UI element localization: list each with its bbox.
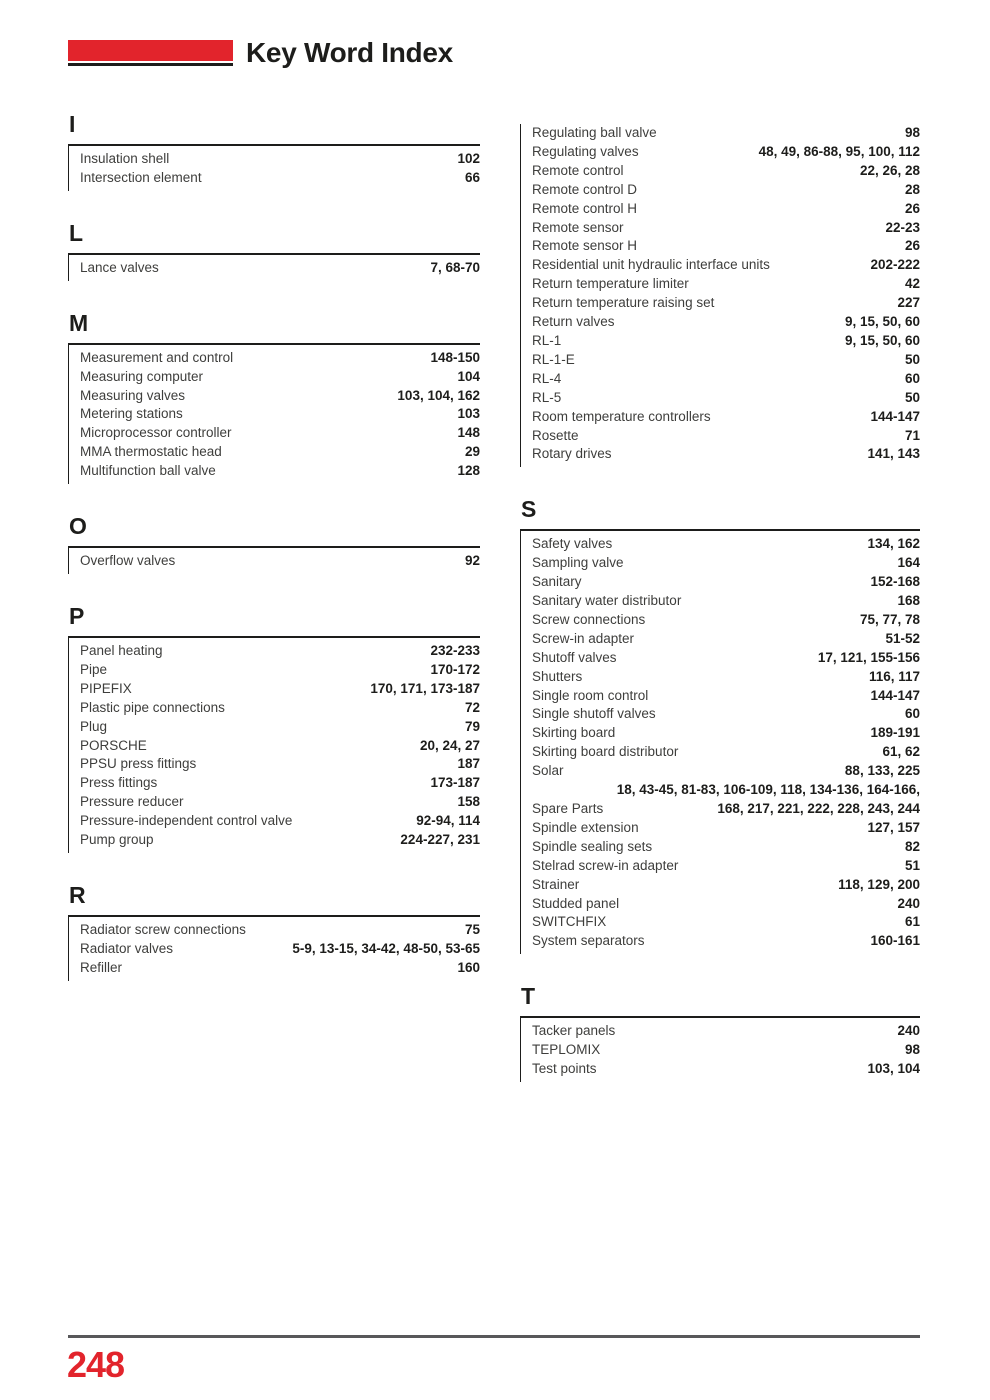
entry-pages: 61, 62 — [882, 744, 920, 760]
index-entry — [532, 219, 920, 238]
index-column-right — [520, 112, 920, 1112]
entry-label: TEPLOMIX — [532, 1042, 601, 1058]
entry-label: Press fittings — [80, 775, 158, 791]
index-entry — [532, 838, 920, 857]
index-columns — [68, 112, 920, 1112]
index-entry — [532, 535, 920, 554]
section-entries — [520, 124, 920, 467]
section-letter: I — [69, 111, 76, 137]
index-section-T — [520, 984, 920, 1082]
index-entry — [532, 313, 920, 332]
index-entry — [532, 743, 920, 762]
entry-pages: 144-147 — [870, 687, 920, 703]
section-entries — [68, 636, 480, 853]
entry-pages: 148 — [457, 425, 480, 441]
entry-pages: 92 — [464, 553, 480, 569]
entry-pages: 104 — [457, 368, 480, 384]
entry-label: Lance valves — [80, 259, 159, 275]
entry-pages: 160-161 — [870, 933, 920, 949]
entry-label: Intersection element — [80, 169, 202, 185]
section-entries — [68, 915, 480, 981]
index-entry — [532, 143, 920, 162]
index-entry — [532, 256, 920, 275]
entry-pages: 72 — [464, 699, 480, 715]
entry-pages: 144-147 — [870, 408, 920, 424]
entry-label: Microprocessor controller — [80, 425, 232, 441]
entry-label: RL-1-E — [532, 351, 575, 367]
entry-label: Plug — [80, 718, 108, 734]
index-entry — [532, 181, 920, 200]
entry-pages: 51 — [904, 857, 920, 873]
entry-label: PIPEFIX — [80, 680, 132, 696]
entry-label: Sanitary water distributor — [532, 593, 682, 609]
brand-underline — [68, 63, 233, 66]
entry-label: Remote control — [532, 162, 624, 178]
index-section-R — [68, 883, 480, 981]
entry-label: Spindle extension — [532, 819, 639, 835]
entry-pages: 26 — [904, 238, 920, 254]
entry-label: Sanitary — [532, 574, 582, 590]
entry-pages: 88, 133, 225 — [844, 763, 920, 779]
entry-pages: 60 — [904, 370, 920, 386]
entry-label: Strainer — [532, 876, 580, 892]
entry-label: Radiator screw connections — [80, 921, 246, 937]
index-entry — [80, 793, 480, 812]
entry-label: Pipe — [80, 661, 108, 677]
entry-label: Plastic pipe connections — [80, 699, 225, 715]
index-entry — [532, 895, 920, 914]
entry-pages: 148-150 — [430, 349, 480, 365]
index-entry — [532, 781, 920, 819]
entry-pages: 98 — [904, 1042, 920, 1058]
index-entry — [532, 705, 920, 724]
entry-pages: 48, 49, 86-88, 95, 100, 112 — [758, 143, 920, 159]
entry-label: Return valves — [532, 314, 615, 330]
index-entry — [532, 762, 920, 781]
index-entry — [80, 755, 480, 774]
entry-pages: 22-23 — [885, 219, 920, 235]
entry-pages: 224-227, 231 — [400, 832, 480, 848]
brand-mark — [68, 40, 233, 66]
section-entries — [68, 253, 480, 281]
entry-pages: 75 — [464, 921, 480, 937]
index-entry — [80, 737, 480, 756]
index-entry — [80, 462, 480, 481]
index-entry — [532, 611, 920, 630]
entry-label: Solar — [532, 763, 564, 779]
entry-pages: 168, 217, 221, 222, 228, 243, 244 — [717, 801, 920, 816]
section-entries — [520, 529, 920, 954]
index-entry — [80, 959, 480, 978]
entry-pages: 50 — [904, 389, 920, 405]
entry-label: System separators — [532, 933, 645, 949]
entry-label: Insulation shell — [80, 151, 170, 166]
index-entry — [532, 408, 920, 427]
entry-label: Rosette — [532, 427, 579, 443]
entry-pages: 189-191 — [870, 725, 920, 741]
entry-pages: 168 — [897, 593, 920, 609]
entry-label: Residential unit hydraulic interface units — [532, 257, 770, 273]
entry-pages: 61 — [904, 914, 920, 930]
entry-label: Rotary drives — [532, 446, 612, 462]
index-entry — [532, 275, 920, 294]
entry-label: Test points — [532, 1061, 597, 1077]
index-entry — [80, 774, 480, 793]
index-entry — [532, 857, 920, 876]
index-entry — [80, 831, 480, 850]
entry-label: Return temperature raising set — [532, 295, 715, 311]
index-entry — [532, 649, 920, 668]
entry-pages: 158 — [457, 794, 480, 810]
index-entry — [532, 668, 920, 687]
index-entry — [532, 237, 920, 256]
index-section-L — [68, 221, 480, 281]
entry-label: Remote sensor — [532, 219, 624, 235]
entry-label: RL-1 — [532, 332, 562, 348]
section-letter: R — [69, 881, 86, 908]
entry-label: SWITCHFIX — [532, 914, 607, 930]
index-entry — [532, 445, 920, 464]
entry-pages: 5-9, 13-15, 34-42, 48-50, 53-65 — [292, 940, 480, 956]
entry-pages: 28 — [904, 181, 920, 197]
index-section-continuation-R — [520, 124, 920, 467]
entry-pages: 103 — [457, 406, 480, 422]
entry-label: Refiller — [80, 959, 123, 975]
entry-pages: 103, 104, 162 — [397, 387, 480, 403]
entry-label: Shutters — [532, 668, 583, 684]
index-entry — [532, 124, 920, 143]
entry-pages: 127, 157 — [867, 819, 920, 835]
index-entry — [532, 1060, 920, 1079]
entry-label: Measurement and control — [80, 349, 234, 365]
entry-label: Shutoff valves — [532, 649, 617, 665]
entry-pages: 98 — [904, 125, 920, 140]
index-entry — [80, 150, 480, 169]
index-entry — [80, 661, 480, 680]
entry-pages: 240 — [897, 1023, 920, 1039]
section-entries — [520, 1016, 920, 1082]
entry-pages: 9, 15, 50, 60 — [844, 332, 920, 348]
section-letter: O — [69, 513, 87, 540]
entry-pages: 50 — [904, 351, 920, 367]
entry-pages: 60 — [904, 706, 920, 722]
entry-label: Metering stations — [80, 406, 183, 422]
section-letter: S — [521, 496, 537, 523]
entry-label: Regulating ball valve — [532, 125, 657, 140]
entry-label: Single shutoff valves — [532, 706, 656, 722]
index-entry — [532, 592, 920, 611]
entry-label: Single room control — [532, 687, 649, 703]
index-section-O — [68, 514, 480, 574]
index-entry — [532, 724, 920, 743]
index-entry — [80, 259, 480, 278]
index-entry — [532, 687, 920, 706]
entry-pages: 17, 121, 155-156 — [817, 649, 920, 665]
index-entry — [532, 876, 920, 895]
entry-label: Radiator valves — [80, 940, 174, 956]
index-entry — [80, 642, 480, 661]
index-entry — [80, 169, 480, 188]
section-letter: P — [69, 602, 85, 629]
index-entry — [532, 200, 920, 219]
entry-label: Screw connections — [532, 611, 646, 627]
entry-pages: 202-222 — [870, 257, 920, 273]
brand-red-bar-icon — [68, 40, 233, 61]
entry-label: Skirting board — [532, 725, 616, 741]
entry-label: Skirting board distributor — [532, 744, 679, 760]
section-letter: T — [521, 983, 536, 1010]
entry-pages: 51-52 — [885, 630, 920, 646]
section-entries — [68, 546, 480, 574]
index-entry — [80, 812, 480, 831]
index-entry — [532, 1022, 920, 1041]
page-number: 248 — [67, 1344, 125, 1385]
entry-label: RL-4 — [532, 370, 562, 386]
entry-label: Spindle sealing sets — [532, 838, 653, 854]
entry-label: Room temperature controllers — [532, 408, 711, 424]
entry-pages: 164 — [897, 555, 920, 571]
entry-label: Safety valves — [532, 536, 613, 552]
entry-label: Pressure reducer — [80, 794, 184, 810]
entry-pages: 118, 129, 200 — [838, 876, 920, 892]
index-section-I — [68, 112, 480, 191]
entry-label: Overflow valves — [80, 553, 176, 569]
section-entries — [68, 144, 480, 191]
entry-pages: 18, 43-45, 81-83, 106-109, 118, 134-136, 164-166, — [616, 782, 920, 798]
footer-rule — [68, 1335, 920, 1338]
entry-label: Spare Parts — [532, 801, 604, 816]
entry-label: Remote sensor H — [532, 238, 638, 254]
index-entry — [80, 718, 480, 737]
index-entry — [80, 443, 480, 462]
entry-pages: 82 — [904, 838, 920, 854]
entry-label: Panel heating — [80, 642, 163, 658]
index-entry — [532, 630, 920, 649]
entry-pages: 170-172 — [430, 661, 480, 677]
entry-label: Screw-in adapter — [532, 630, 635, 646]
entry-label: Measuring valves — [80, 387, 186, 403]
index-entry — [80, 940, 480, 959]
index-entry — [80, 699, 480, 718]
index-entry — [532, 1041, 920, 1060]
entry-pages: 160 — [457, 959, 480, 975]
index-entry — [80, 405, 480, 424]
entry-pages: 79 — [464, 718, 480, 734]
entry-pages: 173-187 — [430, 775, 480, 791]
entry-pages: 103, 104 — [867, 1061, 920, 1077]
entry-label: Studded panel — [532, 895, 620, 911]
index-entry — [80, 368, 480, 387]
section-letter: L — [69, 219, 84, 246]
index-entry — [532, 913, 920, 932]
entry-pages: 227 — [897, 295, 920, 311]
entry-pages: 20, 24, 27 — [419, 737, 480, 753]
entry-pages: 240 — [897, 895, 920, 911]
index-section-P — [68, 604, 480, 853]
index-entry — [532, 351, 920, 370]
entry-label: Pressure-independent control valve — [80, 813, 293, 829]
entry-label: Regulating valves — [532, 143, 639, 159]
index-entry — [80, 552, 480, 571]
entry-label: Pump group — [80, 832, 154, 848]
entry-pages: 29 — [464, 444, 480, 460]
entry-label: MMA thermostatic head — [80, 444, 222, 460]
index-section-S — [520, 497, 920, 954]
index-entry — [80, 349, 480, 368]
entry-pages: 71 — [904, 427, 920, 443]
entry-pages: 187 — [457, 756, 480, 772]
entry-label: Remote control D — [532, 181, 638, 197]
entry-pages: 128 — [457, 463, 480, 479]
index-entry — [80, 680, 480, 699]
entry-label: Sampling valve — [532, 555, 624, 571]
index-section-M — [68, 311, 480, 484]
entry-label: Measuring computer — [80, 368, 204, 384]
entry-pages: 9, 15, 50, 60 — [844, 314, 920, 330]
page-title: Key Word Index — [246, 37, 453, 68]
entry-pages: 134, 162 — [867, 536, 920, 552]
entry-pages: 102 — [457, 151, 480, 166]
index-entry — [532, 573, 920, 592]
index-entry — [532, 932, 920, 951]
index-entry — [532, 370, 920, 389]
entry-pages: 152-168 — [870, 574, 920, 590]
section-entries — [68, 343, 480, 484]
entry-label: PORSCHE — [80, 737, 147, 753]
index-entry — [80, 387, 480, 406]
entry-label: Multifunction ball valve — [80, 463, 216, 479]
entry-label: Return temperature limiter — [532, 276, 689, 292]
index-entry — [80, 424, 480, 443]
entry-pages: 22, 26, 28 — [859, 162, 920, 178]
index-entry — [532, 294, 920, 313]
index-entry — [532, 389, 920, 408]
entry-pages: 66 — [464, 169, 480, 185]
entry-pages: 92-94, 114 — [416, 813, 480, 829]
index-entry — [532, 162, 920, 181]
entry-label: PPSU press fittings — [80, 756, 197, 772]
entry-pages: 141, 143 — [867, 446, 920, 462]
entry-pages: 7, 68-70 — [430, 259, 480, 275]
index-entry — [532, 332, 920, 351]
page-header — [68, 37, 453, 68]
index-entry — [532, 427, 920, 446]
entry-label: Tacker panels — [532, 1023, 616, 1039]
index-entry — [80, 921, 480, 940]
index-entry — [532, 554, 920, 573]
entry-pages: 170, 171, 173-187 — [370, 680, 480, 696]
entry-pages: 116, 117 — [868, 668, 920, 684]
entry-label: Remote control H — [532, 200, 638, 216]
entry-pages: 75, 77, 78 — [859, 611, 920, 627]
entry-label: Stelrad screw-in adapter — [532, 857, 679, 873]
entry-pages: 26 — [904, 200, 920, 216]
section-letter: M — [69, 309, 89, 336]
entry-label: RL-5 — [532, 389, 562, 405]
index-column-left — [68, 112, 480, 1112]
entry-pages: 42 — [904, 276, 920, 292]
entry-pages: 232-233 — [430, 642, 480, 658]
index-entry — [532, 819, 920, 838]
